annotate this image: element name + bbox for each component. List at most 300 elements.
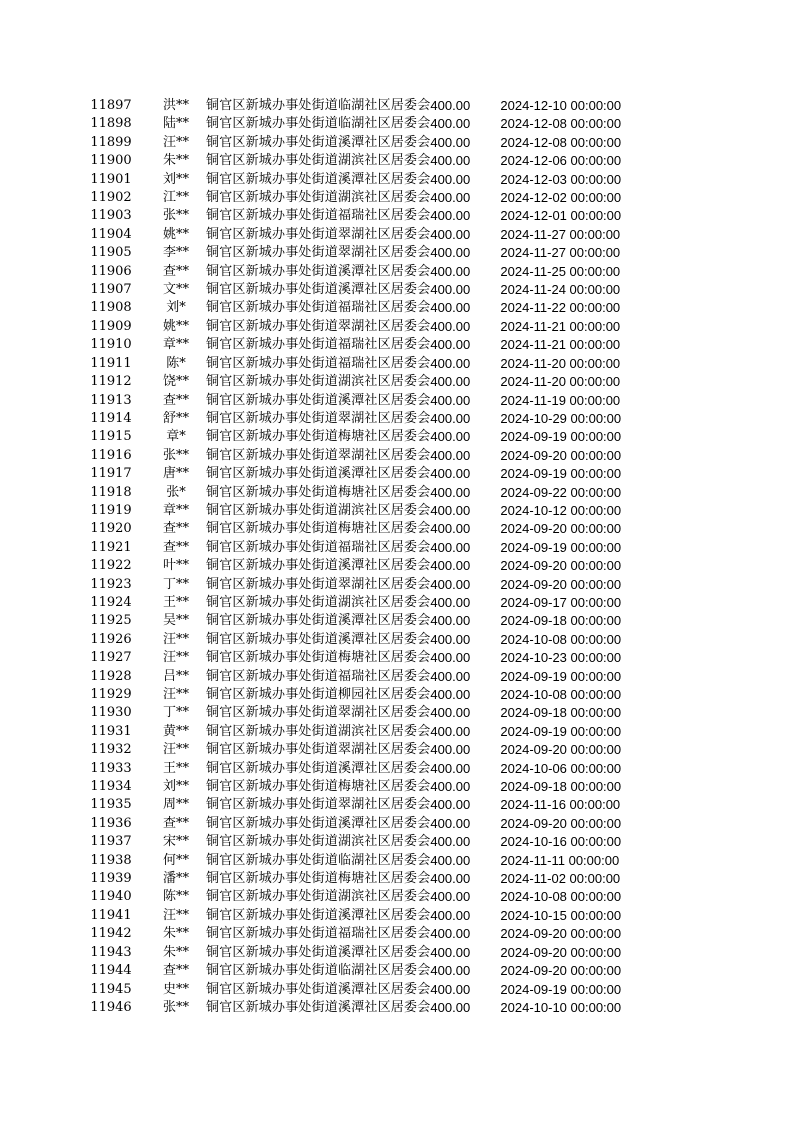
community-org-cell: 铜官区新城办事处街道福瑞社区居委会	[206, 337, 431, 353]
date-cell: 2024-11-21 00:00:00	[500, 337, 621, 353]
table-row	[76, 520, 630, 538]
amount-cell: 400.00	[430, 226, 471, 242]
table-row	[76, 263, 630, 281]
date-cell: 2024-11-19 00:00:00	[500, 392, 621, 408]
recipient-name-cell: 汪**	[162, 631, 189, 647]
amount-cell: 400.00	[430, 871, 471, 887]
table-row	[76, 815, 630, 833]
table-row	[76, 741, 630, 759]
recipient-name-cell: 章*	[166, 429, 186, 445]
record-id-cell: 11938	[90, 852, 132, 868]
table-row	[76, 907, 630, 925]
date-cell: 2024-11-25 00:00:00	[500, 263, 621, 279]
amount-cell: 400.00	[430, 521, 471, 537]
date-cell: 2024-09-20 00:00:00	[500, 815, 622, 831]
recipient-name-cell: 刘**	[162, 779, 189, 795]
recipient-name-cell: 查**	[162, 392, 189, 408]
table-row	[76, 281, 630, 299]
table-row	[76, 925, 630, 943]
date-cell: 2024-11-20 00:00:00	[500, 374, 621, 390]
record-id-cell: 11936	[90, 815, 132, 831]
recipient-name-cell: 姚**	[162, 318, 189, 334]
amount-cell: 400.00	[430, 318, 471, 334]
date-cell: 2024-11-24 00:00:00	[500, 282, 621, 298]
table-row	[76, 355, 630, 373]
amount-cell: 400.00	[430, 539, 471, 555]
record-id-cell: 11939	[90, 871, 132, 887]
table-row	[76, 631, 630, 649]
table-row	[76, 981, 630, 999]
community-org-cell: 铜官区新城办事处街道梅塘社区居委会	[206, 650, 431, 666]
record-id-cell: 11898	[90, 116, 132, 132]
table-row	[76, 134, 630, 152]
community-org-cell: 铜官区新城办事处街道溪潭社区居委会	[206, 999, 431, 1015]
record-id-cell: 11927	[90, 650, 132, 666]
community-org-cell: 铜官区新城办事处街道梅塘社区居委会	[206, 871, 431, 887]
community-org-cell: 铜官区新城办事处街道临湖社区居委会	[206, 116, 431, 132]
recipient-name-cell: 查**	[162, 521, 189, 537]
recipient-name-cell: 朱**	[162, 944, 189, 960]
record-id-cell: 11899	[90, 134, 132, 150]
table-row	[76, 888, 630, 906]
community-org-cell: 铜官区新城办事处街道溪潭社区居委会	[206, 815, 431, 831]
recipient-name-cell: 吕**	[162, 668, 189, 684]
community-org-cell: 铜官区新城办事处街道翠湖社区居委会	[206, 705, 431, 721]
date-cell: 2024-09-18 00:00:00	[500, 705, 622, 721]
community-org-cell: 铜官区新城办事处街道溪潭社区居委会	[206, 907, 431, 923]
record-id-cell: 11901	[90, 171, 132, 187]
table-row	[76, 484, 630, 502]
table-row	[76, 649, 630, 667]
record-id-cell: 11903	[90, 208, 132, 224]
community-org-cell: 铜官区新城办事处街道溪潭社区居委会	[206, 631, 431, 647]
date-cell: 2024-09-20 00:00:00	[500, 944, 622, 960]
record-id-cell: 11911	[90, 355, 132, 371]
date-cell: 2024-09-17 00:00:00	[500, 594, 622, 610]
amount-cell: 400.00	[430, 668, 471, 684]
recipient-name-cell: 李**	[162, 245, 189, 261]
date-cell: 2024-09-19 00:00:00	[500, 466, 622, 482]
date-cell: 2024-09-20 00:00:00	[500, 926, 622, 942]
record-id-cell: 11922	[90, 558, 132, 574]
date-cell: 2024-09-18 00:00:00	[500, 779, 622, 795]
record-id-cell: 11905	[90, 245, 132, 261]
community-org-cell: 铜官区新城办事处街道福瑞社区居委会	[206, 668, 431, 684]
record-id-cell: 11941	[90, 907, 132, 923]
amount-cell: 400.00	[430, 134, 471, 150]
community-org-cell: 铜官区新城办事处街道梅塘社区居委会	[206, 484, 431, 500]
record-id-cell: 11912	[90, 374, 132, 390]
community-org-cell: 铜官区新城办事处街道湖滨社区居委会	[206, 374, 431, 390]
recipient-name-cell: 何**	[162, 852, 189, 868]
amount-cell: 400.00	[430, 153, 471, 169]
date-cell: 2024-10-23 00:00:00	[500, 650, 622, 666]
recipient-name-cell: 江**	[162, 190, 189, 206]
date-cell: 2024-11-27 00:00:00	[500, 226, 621, 242]
date-cell: 2024-12-01 00:00:00	[500, 208, 622, 224]
recipient-name-cell: 丁**	[162, 705, 189, 721]
community-org-cell: 铜官区新城办事处街道翠湖社区居委会	[206, 226, 431, 242]
community-org-cell: 铜官区新城办事处街道溪潭社区居委会	[206, 760, 431, 776]
table-row	[76, 410, 630, 428]
community-org-cell: 铜官区新城办事处街道福瑞社区居委会	[206, 539, 431, 555]
recipient-name-cell: 周**	[162, 797, 189, 813]
community-org-cell: 铜官区新城办事处街道翠湖社区居委会	[206, 318, 431, 334]
record-id-cell: 11930	[90, 705, 132, 721]
table-row	[76, 999, 630, 1017]
amount-cell: 400.00	[430, 687, 471, 702]
record-id-cell: 11909	[90, 318, 132, 334]
amount-cell: 400.00	[430, 631, 471, 647]
table-row	[76, 392, 630, 410]
recipient-name-cell: 史**	[162, 981, 189, 997]
table-row	[76, 723, 630, 741]
amount-cell: 400.00	[430, 282, 471, 298]
record-id-cell: 11945	[90, 981, 132, 997]
table-row	[76, 207, 630, 225]
community-org-cell: 铜官区新城办事处街道翠湖社区居委会	[206, 245, 431, 261]
record-id-cell: 11916	[90, 447, 132, 463]
recipient-name-cell: 刘**	[162, 171, 189, 187]
date-cell: 2024-09-20 00:00:00	[500, 521, 622, 537]
community-org-cell: 铜官区新城办事处街道翠湖社区居委会	[206, 447, 431, 463]
date-cell: 2024-09-20 00:00:00	[500, 558, 622, 574]
amount-cell: 400.00	[430, 944, 471, 960]
amount-cell: 400.00	[430, 355, 471, 371]
recipient-name-cell: 汪**	[162, 134, 189, 150]
record-id-cell: 11929	[90, 687, 132, 702]
community-org-cell: 铜官区新城办事处街道福瑞社区居委会	[206, 926, 431, 942]
record-id-cell: 11906	[90, 263, 132, 279]
table-row	[76, 686, 630, 704]
date-cell: 2024-12-08 00:00:00	[500, 116, 622, 132]
amount-cell: 400.00	[430, 852, 471, 868]
community-org-cell: 铜官区新城办事处街道溪潭社区居委会	[206, 981, 431, 997]
record-id-cell: 11942	[90, 926, 132, 942]
date-cell: 2024-10-10 00:00:00	[500, 999, 622, 1015]
table-row	[76, 612, 630, 630]
date-cell: 2024-10-08 00:00:00	[500, 687, 622, 702]
amount-cell: 400.00	[430, 815, 471, 831]
recipient-name-cell: 文**	[162, 282, 189, 298]
community-org-cell: 铜官区新城办事处街道临湖社区居委会	[206, 852, 431, 868]
amount-cell: 400.00	[430, 171, 471, 187]
community-org-cell: 铜官区新城办事处街道梅塘社区居委会	[206, 429, 431, 445]
date-cell: 2024-10-06 00:00:00	[500, 760, 622, 776]
record-id-cell: 11926	[90, 631, 132, 647]
record-id-cell: 11915	[90, 429, 132, 445]
date-cell: 2024-11-27 00:00:00	[500, 245, 621, 261]
recipient-name-cell: 王**	[162, 594, 189, 610]
table-row	[76, 833, 630, 851]
community-org-cell: 铜官区新城办事处街道福瑞社区居委会	[206, 300, 431, 316]
recipient-name-cell: 宋**	[162, 834, 189, 850]
community-org-cell: 铜官区新城办事处街道翠湖社区居委会	[206, 576, 431, 592]
date-cell: 2024-11-22 00:00:00	[500, 300, 621, 316]
community-org-cell: 铜官区新城办事处街道梅塘社区居委会	[206, 779, 431, 795]
table-row	[76, 447, 630, 465]
amount-cell: 400.00	[430, 558, 471, 574]
amount-cell: 400.00	[430, 374, 471, 390]
community-org-cell: 铜官区新城办事处街道翠湖社区居委会	[206, 410, 431, 426]
table-row	[76, 557, 630, 575]
recipient-name-cell: 查**	[162, 815, 189, 831]
community-org-cell: 铜官区新城办事处街道临湖社区居委会	[206, 963, 431, 979]
community-org-cell: 铜官区新城办事处街道溪潭社区居委会	[206, 466, 431, 482]
amount-cell: 400.00	[430, 484, 471, 500]
recipient-name-cell: 朱**	[162, 153, 189, 169]
amount-cell: 400.00	[430, 337, 471, 353]
record-id-cell: 11914	[90, 410, 132, 426]
record-id-cell: 11910	[90, 337, 132, 353]
amount-cell: 400.00	[430, 723, 471, 739]
amount-cell: 400.00	[430, 963, 471, 979]
date-cell: 2024-09-20 00:00:00	[500, 447, 622, 463]
date-cell: 2024-12-08 00:00:00	[500, 134, 622, 150]
recipient-name-cell: 章**	[162, 337, 189, 353]
community-org-cell: 铜官区新城办事处街道柳园社区居委会	[206, 687, 431, 702]
record-id-cell: 11924	[90, 594, 132, 610]
community-org-cell: 铜官区新城办事处街道溪潭社区居委会	[206, 282, 431, 298]
community-org-cell: 铜官区新城办事处街道溪潭社区居委会	[206, 392, 431, 408]
table-row	[76, 171, 630, 189]
amount-cell: 400.00	[430, 779, 471, 795]
amount-cell: 400.00	[430, 999, 471, 1015]
date-cell: 2024-09-18 00:00:00	[500, 613, 622, 629]
community-org-cell: 铜官区新城办事处街道溪潭社区居委会	[206, 171, 431, 187]
table-row	[76, 428, 630, 446]
record-id-cell: 11925	[90, 613, 132, 629]
date-cell: 2024-12-02 00:00:00	[500, 190, 622, 206]
date-cell: 2024-11-16 00:00:00	[500, 797, 621, 813]
date-cell: 2024-12-03 00:00:00	[500, 171, 622, 187]
recipient-name-cell: 汪**	[162, 687, 189, 702]
date-cell: 2024-09-19 00:00:00	[500, 723, 622, 739]
community-org-cell: 铜官区新城办事处街道溪潭社区居委会	[206, 944, 431, 960]
amount-cell: 400.00	[430, 263, 471, 279]
date-cell: 2024-09-20 00:00:00	[500, 576, 622, 592]
amount-cell: 400.00	[430, 466, 471, 482]
community-org-cell: 铜官区新城办事处街道湖滨社区居委会	[206, 594, 431, 610]
community-org-cell: 铜官区新城办事处街道溪潭社区居委会	[206, 558, 431, 574]
recipient-name-cell: 朱**	[162, 926, 189, 942]
record-id-cell: 11904	[90, 226, 132, 242]
table-row	[76, 299, 630, 317]
recipient-name-cell: 查**	[162, 539, 189, 555]
recipient-name-cell: 潘**	[162, 871, 189, 887]
recipient-name-cell: 章**	[162, 502, 189, 518]
record-id-cell: 11932	[90, 742, 132, 758]
amount-cell: 400.00	[430, 429, 471, 445]
amount-cell: 400.00	[430, 190, 471, 206]
table-row	[76, 152, 630, 170]
amount-cell: 400.00	[430, 926, 471, 942]
date-cell: 2024-10-29 00:00:00	[500, 410, 622, 426]
date-cell: 2024-10-15 00:00:00	[500, 907, 622, 923]
table-row	[76, 760, 630, 778]
date-cell: 2024-11-20 00:00:00	[500, 355, 621, 371]
recipient-name-cell: 黄**	[162, 723, 189, 739]
date-cell: 2024-09-19 00:00:00	[500, 429, 622, 445]
recipient-name-cell: 叶**	[162, 558, 189, 574]
date-cell: 2024-09-22 00:00:00	[500, 484, 622, 500]
records-table	[76, 97, 630, 1017]
table-row	[76, 189, 630, 207]
amount-cell: 400.00	[430, 392, 471, 408]
table-row	[76, 796, 630, 814]
recipient-name-cell: 吴**	[162, 613, 189, 629]
record-id-cell: 11937	[90, 834, 132, 850]
recipient-name-cell: 汪**	[162, 650, 189, 666]
record-id-cell: 11934	[90, 779, 132, 795]
date-cell: 2024-09-20 00:00:00	[500, 742, 622, 758]
community-org-cell: 铜官区新城办事处街道湖滨社区居委会	[206, 153, 431, 169]
table-row	[76, 576, 630, 594]
recipient-name-cell: 张**	[162, 999, 189, 1015]
table-row	[76, 594, 630, 612]
recipient-name-cell: 陆**	[162, 116, 189, 132]
community-org-cell: 铜官区新城办事处街道溪潭社区居委会	[206, 134, 431, 150]
amount-cell: 400.00	[430, 300, 471, 316]
amount-cell: 400.00	[430, 410, 471, 426]
record-id-cell: 11944	[90, 963, 132, 979]
amount-cell: 400.00	[430, 834, 471, 850]
community-org-cell: 铜官区新城办事处街道湖滨社区居委会	[206, 502, 431, 518]
recipient-name-cell: 唐**	[162, 466, 189, 482]
record-id-cell: 11923	[90, 576, 132, 592]
community-org-cell: 铜官区新城办事处街道湖滨社区居委会	[206, 723, 431, 739]
amount-cell: 400.00	[430, 650, 471, 666]
recipient-name-cell: 王**	[162, 760, 189, 776]
recipient-name-cell: 查**	[162, 263, 189, 279]
recipient-name-cell: 洪**	[162, 98, 189, 113]
date-cell: 2024-11-11 00:00:00	[500, 852, 620, 868]
record-id-cell: 11940	[90, 889, 132, 905]
date-cell: 2024-10-16 00:00:00	[500, 834, 622, 850]
community-org-cell: 铜官区新城办事处街道湖滨社区居委会	[206, 834, 431, 850]
record-id-cell: 11928	[90, 668, 132, 684]
record-id-cell: 11897	[90, 98, 132, 113]
recipient-name-cell: 饶**	[162, 374, 189, 390]
record-id-cell: 11919	[90, 502, 132, 518]
recipient-name-cell: 刘*	[166, 300, 186, 316]
table-row	[76, 336, 630, 354]
community-org-cell: 铜官区新城办事处街道梅塘社区居委会	[206, 521, 431, 537]
recipient-name-cell: 姚**	[162, 226, 189, 242]
recipient-name-cell: 张**	[162, 447, 189, 463]
amount-cell: 400.00	[430, 447, 471, 463]
table-row	[76, 373, 630, 391]
community-org-cell: 铜官区新城办事处街道溪潭社区居委会	[206, 613, 431, 629]
amount-cell: 400.00	[430, 502, 471, 518]
record-id-cell: 11900	[90, 153, 132, 169]
amount-cell: 400.00	[430, 742, 471, 758]
community-org-cell: 铜官区新城办事处街道湖滨社区居委会	[206, 190, 431, 206]
recipient-name-cell: 汪**	[162, 907, 189, 923]
date-cell: 2024-11-21 00:00:00	[500, 318, 621, 334]
community-org-cell: 铜官区新城办事处街道临湖社区居委会	[206, 98, 431, 113]
recipient-name-cell: 陈**	[162, 889, 189, 905]
table-row	[76, 962, 630, 980]
record-id-cell: 11921	[90, 539, 132, 555]
date-cell: 2024-10-08 00:00:00	[500, 889, 622, 905]
recipient-name-cell: 张*	[166, 484, 186, 500]
table-row	[76, 944, 630, 962]
recipient-name-cell: 查**	[162, 963, 189, 979]
date-cell: 2024-12-06 00:00:00	[500, 153, 622, 169]
community-org-cell: 铜官区新城办事处街道翠湖社区居委会	[206, 742, 431, 758]
record-id-cell: 11908	[90, 300, 132, 316]
date-cell: 2024-10-12 00:00:00	[500, 502, 622, 518]
amount-cell: 400.00	[430, 98, 471, 113]
record-id-cell: 11917	[90, 466, 132, 482]
amount-cell: 400.00	[430, 116, 471, 132]
recipient-name-cell: 汪**	[162, 742, 189, 758]
table-row	[76, 704, 630, 722]
table-row	[76, 870, 630, 888]
record-id-cell: 11943	[90, 944, 132, 960]
record-id-cell: 11933	[90, 760, 132, 776]
date-cell: 2024-09-19 00:00:00	[500, 668, 622, 684]
amount-cell: 400.00	[430, 981, 471, 997]
record-id-cell: 11935	[90, 797, 132, 813]
amount-cell: 400.00	[430, 576, 471, 592]
date-cell: 2024-10-08 00:00:00	[500, 631, 622, 647]
amount-cell: 400.00	[430, 208, 471, 224]
date-cell: 2024-09-19 00:00:00	[500, 981, 622, 997]
table-row	[76, 97, 630, 115]
table-row	[76, 465, 630, 483]
table-row	[76, 502, 630, 520]
amount-cell: 400.00	[430, 797, 471, 813]
recipient-name-cell: 张**	[162, 208, 189, 224]
community-org-cell: 铜官区新城办事处街道湖滨社区居委会	[206, 889, 431, 905]
table-row	[76, 115, 630, 133]
date-cell: 2024-09-19 00:00:00	[500, 539, 622, 555]
community-org-cell: 铜官区新城办事处街道福瑞社区居委会	[206, 208, 431, 224]
amount-cell: 400.00	[430, 760, 471, 776]
record-id-cell: 11946	[90, 999, 132, 1015]
recipient-name-cell: 舒**	[162, 410, 189, 426]
community-org-cell: 铜官区新城办事处街道溪潭社区居委会	[206, 263, 431, 279]
table-row	[76, 226, 630, 244]
amount-cell: 400.00	[430, 705, 471, 721]
amount-cell: 400.00	[430, 889, 471, 905]
community-org-cell: 铜官区新城办事处街道福瑞社区居委会	[206, 355, 431, 371]
table-row	[76, 318, 630, 336]
table-row	[76, 778, 630, 796]
record-id-cell: 11920	[90, 521, 132, 537]
community-org-cell: 铜官区新城办事处街道翠湖社区居委会	[206, 797, 431, 813]
record-id-cell: 11907	[90, 282, 132, 298]
recipient-name-cell: 陈*	[166, 355, 186, 371]
record-id-cell: 11913	[90, 392, 132, 408]
date-cell: 2024-11-02 00:00:00	[500, 871, 621, 887]
table-row	[76, 244, 630, 262]
amount-cell: 400.00	[430, 245, 471, 261]
table-row	[76, 668, 630, 686]
date-cell: 2024-09-20 00:00:00	[500, 963, 622, 979]
recipient-name-cell: 丁**	[162, 576, 189, 592]
table-row	[76, 852, 630, 870]
table-row	[76, 539, 630, 557]
date-cell: 2024-12-10 00:00:00	[500, 98, 622, 113]
amount-cell: 400.00	[430, 613, 471, 629]
record-id-cell: 11918	[90, 484, 132, 500]
record-id-cell: 11931	[90, 723, 132, 739]
amount-cell: 400.00	[430, 594, 471, 610]
record-id-cell: 11902	[90, 190, 132, 206]
